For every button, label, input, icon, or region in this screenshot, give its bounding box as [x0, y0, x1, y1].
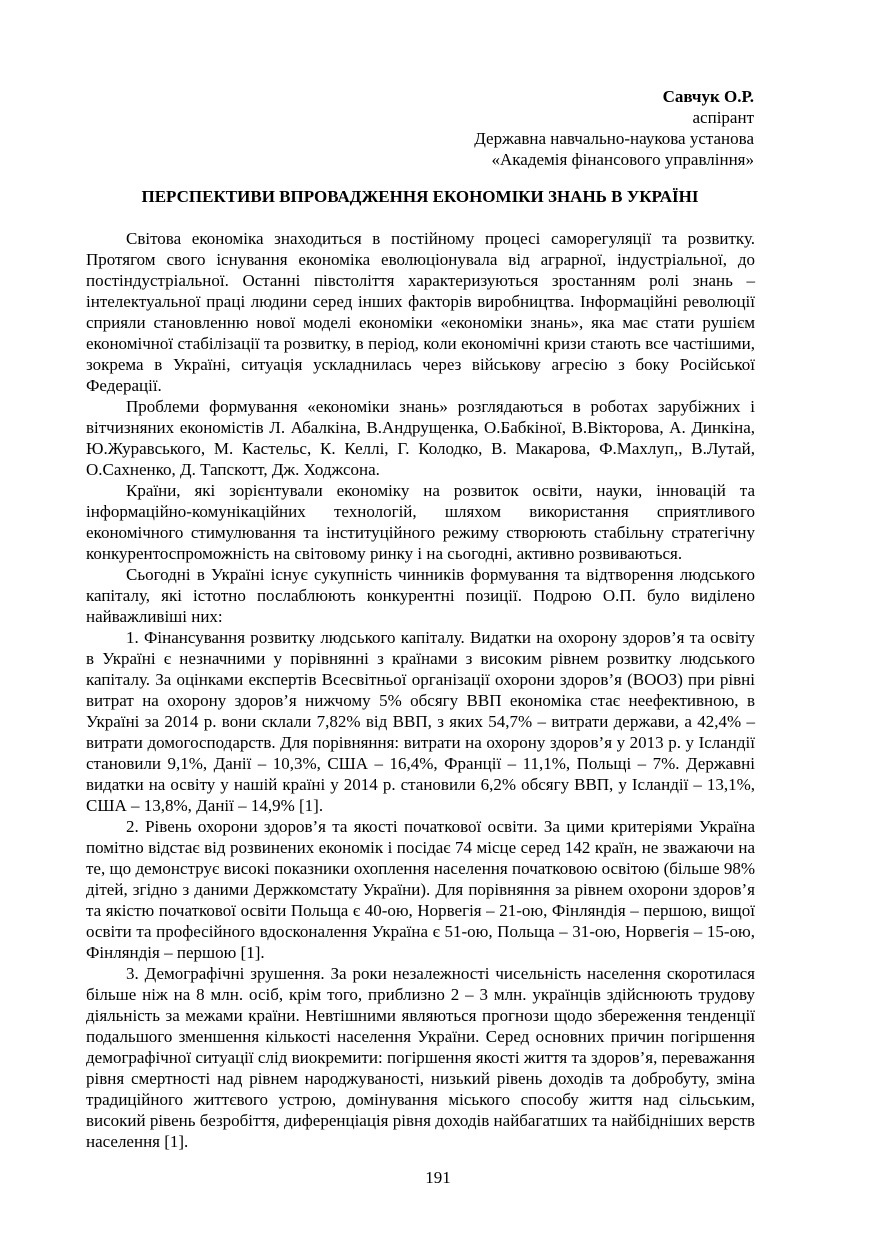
author-name: Савчук О.Р. [662, 87, 754, 106]
author-institution-line1: Державна навчально-наукова установа [474, 129, 754, 148]
author-position: аспірант [692, 108, 754, 127]
paragraph-countries: Країни, які зорієнтували економіку на розвиток освіти, науки, інновацій та інформаційно-комунікаційних технологій, шляхом використання сприятливого економічного стимулювання та інституційного режиму створюють стабільну стратегічну конкурентоспроможність на світовому ринку і на сьогодні, активно розвиваються. [86, 481, 755, 563]
paragraph-item-1: 1. Фінансування розвитку людського капіталу. Видатки на охорону здоров’я та освіту в Україні є незначними у порівнянні з країнами з високим рівнем розвитку людського капіталу. За оцінками експертів Всесвітньої організації охорони здоров’я (ВООЗ) при рівні витрат на охорону здоров’я нижчому 5% обсягу ВВП економіка стає неефективною, в Україні за 2014 р. вони склали 7,82% від ВВП, з яких 54,7% – витрати держави, а 42,4% – витрати домогосподарств. Для порівняння: витрати на охорону здоров’я у 2013 р. у Ісландії становили 9,1%, Данії – 10,3%, США – 16,4%, Франції – 11,1%, Польщі – 7%. Державні видатки на освіту у нашій країні у 2014 р. становили 6,2% обсягу ВВП, у Ісландії – 13,1%, США – 13,8%, Данії – 14,9% [1]. [86, 628, 755, 815]
author-block [474, 86, 754, 170]
paragraph-literature: Проблеми формування «економіки знань» розглядаються в роботах зарубіжних і вітчизняних економістів Л. Абалкіна, В.Андрущенка, О.Бабкіної, В.Вікторова, А. Динкіна, Ю.Журавського, М. Кастельс, К. Келлі, Г. Колодко, В. Макарова, Ф.Махлуп,, В.Лутай, О.Сахненко, Д. Тапскотт, Дж. Ходжсона. [86, 397, 755, 479]
article-title: ПЕРСПЕКТИВИ ВПРОВАДЖЕННЯ ЕКОНОМІКИ ЗНАНЬ В УКРАЇНІ [141, 187, 699, 206]
article-body [86, 228, 755, 1152]
paragraph-item-2: 2. Рівень охорони здоров’я та якості початкової освіти. За цими критеріями Україна помітно відстає від розвинених економік і посідає 74 місце серед 142 країн, не зважаючи на те, що демонструє високі показники охоплення населення початковою освітою (більше 98% дітей, згідно з даними Держкомстату України). Для порівняння за рівнем охорони здоров’я та якістю початкової освіти Польща є 40-ою, Норвегія – 21-ою, Фінляндія – першою, вищої освіти та професійного вдосконалення Україна є 51-ою, Польща – 31-ою, Норвегія – 15-ою, Фінляндія – першою [1]. [86, 817, 755, 962]
page-number: 191 [425, 1168, 451, 1187]
author-institution-line2: «Академія фінансового управління» [491, 150, 754, 169]
paragraph-factors: Сьогодні в Україні існує сукупність чинників формування та відтворення людського капіталу, які істотно послаблюють конкурентні позиції. Подрою О.П. було виділено найважливіші них: [86, 565, 755, 626]
paragraph-intro: Світова економіка знаходиться в постійному процесі саморегуляції та розвитку. Протягом свого існування економіка еволюціонувала від аграрної, індустріальної, до постіндустріальної. Останні півстоліття характеризуються зростанням ролі знань – інтелектуальної праці людини серед інших факторів виробництва. Інформаційні революції сприяли становленню нової моделі економіки «економіки знань», яка має стати рушієм економічної стабілізації та розвитку, в період, коли економічні кризи стають все частішими, зокрема в Україні, ситуація ускладнилась через військову агресію з боку Російської Федерації. [86, 229, 755, 395]
paragraph-item-3: 3. Демографічні зрушення. За роки незалежності чисельність населення скоротилася більше ніж на 8 млн. осіб, крім того, приблизно 2 – 3 млн. українців здійснюють трудову діяльність за межами країни. Невтішними являються прогнози щодо збереження тенденції подальшого зменшення кількості населення України. Серед основних причин погіршення демографічної ситуації слід виокремити: погіршення якості життя та здоров’я, переважання рівня смертності над рівнем народжуваності, низький рівень доходів та добробуту, зміна традиційного життєвого устрою, домінування міського способу життя над сільським, високий рівень безробіття, диференціація рівня доходів найбагатших та найбідніших верств населення [1]. [86, 964, 755, 1151]
